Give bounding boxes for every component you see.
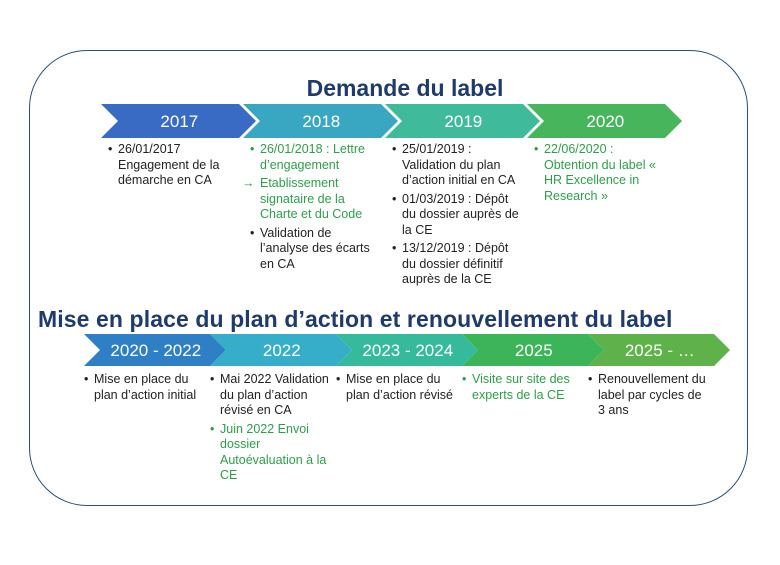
bottom-note-2-0: • Mise en place du plan d’action révisé [336,372,456,403]
bottom-stage-label-4: 2025 - … [624,340,695,360]
top-notes-2 [392,142,524,291]
top-note-0-0: • 26/01/2017 Engagement de la démarche en CA [108,142,240,189]
bottom-notes-4 [588,372,708,422]
bottom-notes-3 [462,372,582,406]
title-mise-en-place: Mise en place du plan d’action et renouvellement du label [38,306,673,332]
top-notes-3 [534,142,666,207]
bottom-note-1-0: • Mai 2022 Validation du plan d’action révisé en CA [210,372,330,419]
top-stage-label-2: 2019 [444,111,483,131]
top-stage-label-3: 2020 [586,111,625,131]
bottom-note-4-0: • Renouvellement du label par cycles de 3 ans [588,372,708,419]
top-stage-label-1: 2018 [302,111,341,131]
top-notes-0 [108,142,240,192]
top-note-2-1: • 01/03/2019 : Dépôt du dossier auprès de la CE [392,192,524,239]
top-note-3-0: • 22/06/2020 : Obtention du label « HR Excellence in Research » [534,142,666,204]
top-notes-1 [250,142,382,275]
bottom-note-0-0: • Mise en place du plan d’action initial [84,372,204,403]
bottom-stage-label-1: 2022 [262,340,301,360]
top-note-2-0: • 25/01/2019 : Validation du plan d’action initial en CA [392,142,524,189]
top-stage-label-0: 2017 [160,111,199,131]
bottom-notes-0 [84,372,204,406]
top-note-1-2: • Validation de l’analyse des écarts en CA [250,226,382,273]
bottom-stage-label-0: 2020 - 2022 [110,340,202,360]
top-note-2-2: • 13/12/2019 : Dépôt du dossier définitif auprès de la CE [392,241,524,288]
bottom-stage-label-3: 2025 [514,340,553,360]
bottom-stage-label-2: 2023 - 2024 [362,340,454,360]
bottom-notes-1 [210,372,330,487]
bottom-note-3-0: • Visite sur site des experts de la CE [462,372,582,403]
top-note-1-0: • 26/01/2018 : Lettre d’engagement [250,142,382,173]
bottom-note-1-1: • Juin 2022 Envoi dossier Autoévaluation à la CE [210,422,330,484]
title-demande-du-label: Demande du label [306,75,504,101]
top-note-1-1: → Etablissement signataire de la Charte et du Code [250,176,382,223]
bottom-notes-2 [336,372,456,406]
